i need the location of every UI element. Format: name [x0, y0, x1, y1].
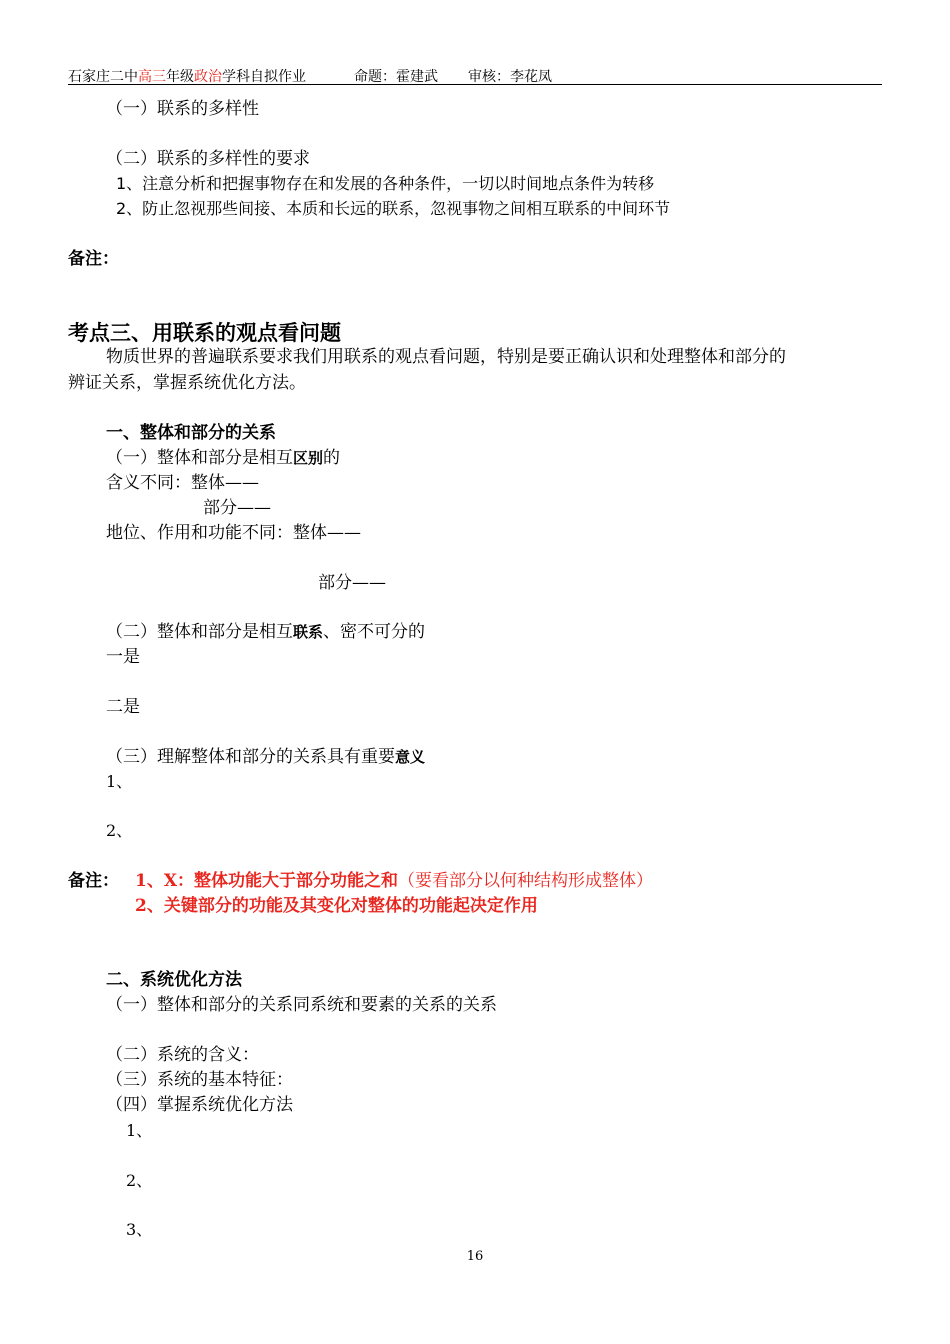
header-reviewer: 审核：李花凤	[468, 69, 552, 85]
part1-note-1	[135, 871, 653, 891]
part1-sub-3-text: （三）理解整体和部分的关系具有重要	[106, 747, 395, 767]
part1-note-label: 备注：	[68, 871, 119, 891]
part2-sub-1: （一）整体和部分的关系同系统和要素的关系的关系	[106, 995, 497, 1015]
part1-number-2: 2、	[106, 821, 133, 840]
part1-sub-2	[106, 622, 425, 642]
part1-meaning-part: 部分——	[203, 498, 271, 518]
part1-sub-2-suffix: 、密不可分的	[323, 622, 426, 642]
header-grade-suffix: 年级	[166, 69, 194, 85]
part1-role-whole: 地位、作用和功能不同：整体——	[106, 523, 361, 543]
part2-number-2: 2、	[126, 1171, 153, 1190]
header-rule	[68, 84, 882, 85]
part1-sub-1-text: （一）整体和部分是相互	[106, 448, 293, 468]
topic3-title: 考点三、用联系的观点看问题	[68, 320, 341, 345]
part2-heading: 二、系统优化方法	[106, 970, 242, 990]
topic3-intro-line-1: 物质世界的普遍联系要求我们用联系的观点看问题，特别是要正确认识和处理整体和部分的	[106, 347, 786, 367]
part2-sub-3: （三）系统的基本特征：	[106, 1070, 293, 1090]
part1-sub-2-emphasis: 联系	[293, 623, 324, 641]
header-subject: 政治	[194, 69, 222, 85]
part1-sub-1	[106, 448, 340, 468]
topic3-intro-line-2: 辨证关系，掌握系统优化方法。	[68, 373, 306, 393]
part1-sub-3	[106, 747, 425, 767]
part1-second: 二是	[106, 697, 140, 717]
part2-sub-2: （二）系统的含义：	[106, 1045, 259, 1065]
part1-meaning-whole: 含义不同：整体——	[106, 473, 259, 493]
section-a-item-1: （一）联系的多样性	[106, 99, 259, 119]
part1-sub-3-emphasis: 意义	[395, 748, 426, 766]
section-a-item-2: （二）联系的多样性的要求	[106, 149, 310, 169]
section-a-note-label: 备注：	[68, 249, 119, 269]
part1-sub-2-text: （二）整体和部分是相互	[106, 622, 293, 642]
header-author: 命题：霍建武	[354, 69, 438, 85]
section-a-requirement-1: 1、注意分析和把握事物存在和发展的各种条件，一切以时间地点条件为转移	[116, 174, 655, 193]
part1-note-2: 2、关键部分的功能及其变化对整体的功能起决定作用	[135, 896, 538, 916]
header-title: 学科自拟作业	[222, 69, 306, 85]
part1-note-1-bold: 1、X：整体功能大于部分功能之和	[135, 871, 399, 891]
header-school: 石家庄二中	[68, 69, 138, 85]
section-a-requirement-2: 2、防止忽视那些间接、本质和长远的联系，忽视事物之间相互联系的中间环节	[116, 199, 671, 218]
part2-sub-4: （四）掌握系统优化方法	[106, 1095, 293, 1115]
page-header	[68, 66, 552, 86]
part1-sub-1-emphasis: 区别	[293, 449, 324, 467]
part1-role-part: 部分——	[318, 573, 386, 593]
part1-heading: 一、整体和部分的关系	[106, 423, 276, 443]
part2-number-1: 1、	[126, 1121, 153, 1140]
header-grade: 高三	[138, 69, 166, 85]
part1-sub-1-suffix: 的	[323, 448, 341, 468]
part2-number-3: 3、	[126, 1220, 153, 1239]
part1-note-1-paren: （要看部分以何种结构形成整体）	[398, 871, 654, 891]
part1-number-1: 1、	[106, 772, 133, 791]
part1-first: 一是	[106, 647, 140, 667]
page-number: 16	[466, 1249, 484, 1264]
